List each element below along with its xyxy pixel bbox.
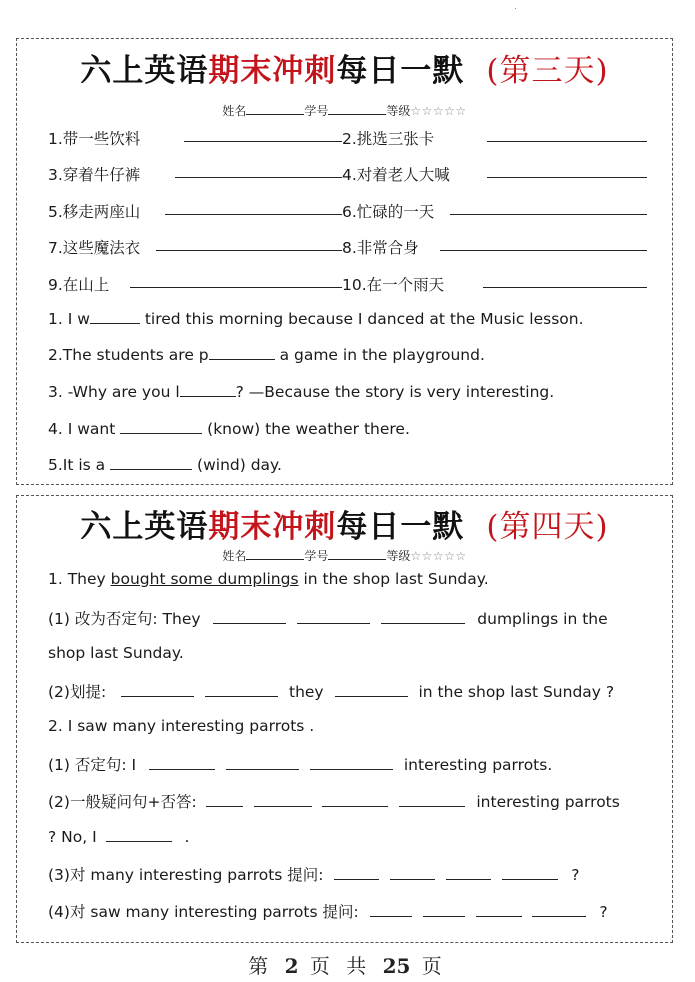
answer-line[interactable]	[156, 236, 342, 255]
grade-stars[interactable]: ☆☆☆☆☆	[410, 549, 467, 563]
title-part-daily: 每日一默	[336, 53, 465, 89]
answer-line[interactable]	[476, 902, 522, 917]
vocab-item: 4.对着老人大喊	[342, 166, 450, 184]
answer-line[interactable]	[205, 682, 278, 697]
student-info-line	[17, 102, 672, 119]
worksheet-title	[17, 501, 672, 546]
vocab-item: 10.在一个雨天	[342, 276, 445, 294]
q1-part-1-cont: shop last Sunday.	[48, 644, 184, 662]
answer-line[interactable]	[184, 127, 342, 146]
answer-line[interactable]	[121, 682, 194, 697]
title-part-sprint: 期末冲刺	[208, 53, 337, 89]
header-dot: .	[514, 2, 517, 12]
q1-part-2: (2)划提: they in the shop last Sunday ?	[48, 683, 615, 701]
answer-line[interactable]	[310, 755, 393, 770]
answer-line[interactable]	[423, 902, 465, 917]
sentence-2: 2.The students are p a game in the playground.	[48, 346, 485, 364]
name-blank[interactable]	[246, 548, 304, 560]
answer-line[interactable]	[110, 455, 192, 470]
answer-line[interactable]	[120, 419, 202, 434]
student-info-line	[17, 547, 672, 564]
answer-line[interactable]	[209, 345, 275, 360]
answer-line[interactable]	[165, 200, 342, 219]
answer-line[interactable]	[399, 792, 465, 807]
sentence-1: 1. I w tired this morning because I danced at the Music lesson.	[48, 310, 584, 328]
answer-line[interactable]	[446, 865, 491, 880]
vocab-item: 7.这些魔法衣	[48, 239, 141, 257]
question-1: 1. They bought some dumplings in the shop last Sunday.	[48, 570, 489, 588]
grade-label: 等级	[386, 549, 411, 563]
title-day-label: (第四天)	[486, 509, 609, 545]
grade-stars[interactable]: ☆☆☆☆☆	[410, 104, 467, 118]
name-label: 姓名	[222, 104, 247, 118]
id-label: 学号	[304, 104, 329, 118]
answer-line[interactable]	[149, 755, 215, 770]
total-pages: 25	[382, 954, 411, 978]
question-2: 2. I saw many interesting parrots .	[48, 717, 315, 735]
page-footer: 第 2 页 共 25 页	[248, 954, 447, 978]
answer-line[interactable]	[335, 682, 408, 697]
id-label: 学号	[304, 549, 329, 563]
grade-label: 等级	[386, 104, 411, 118]
answer-line[interactable]	[450, 200, 647, 219]
id-blank[interactable]	[328, 548, 386, 560]
title-part-grade: 六上英语	[80, 509, 209, 545]
q2-part-4: (4)对 saw many interesting parrots 提问: ?	[48, 903, 608, 921]
sentence-3: 3. -Why are you l ? —Because the story is very interesting.	[48, 383, 555, 401]
q2-part-2-cont: ? No, I .	[48, 828, 190, 846]
answer-line[interactable]	[370, 902, 412, 917]
answer-line[interactable]	[254, 792, 312, 807]
worksheet-day3	[16, 38, 673, 485]
answer-line[interactable]	[175, 163, 342, 182]
answer-line[interactable]	[213, 609, 286, 624]
answer-line[interactable]	[390, 865, 435, 880]
answer-line[interactable]	[334, 865, 379, 880]
name-label: 姓名	[222, 549, 247, 563]
answer-line[interactable]	[180, 382, 236, 397]
answer-line[interactable]	[440, 236, 647, 255]
answer-line[interactable]	[322, 792, 388, 807]
worksheet-title	[17, 45, 672, 90]
answer-line[interactable]	[90, 309, 140, 324]
worksheet-day4	[16, 495, 673, 943]
answer-line[interactable]	[130, 273, 342, 292]
answer-line[interactable]	[487, 127, 647, 146]
q2-part-3: (3)对 many interesting parrots 提问: ?	[48, 866, 580, 884]
q2-part-1: (1) 否定句: I interesting parrots.	[48, 756, 553, 774]
q2-part-2: (2)一般疑问句+否答: interesting parrots	[48, 793, 620, 811]
vocab-item: 5.移走两座山	[48, 203, 141, 221]
answer-line[interactable]	[502, 865, 558, 880]
page-number: 2	[284, 954, 299, 978]
underlined-phrase: bought some dumplings	[110, 570, 299, 588]
title-part-sprint: 期末冲刺	[208, 509, 337, 545]
name-blank[interactable]	[246, 103, 304, 115]
vocab-item: 8.非常合身	[342, 239, 419, 257]
q1-part-1: (1) 改为否定句: They dumplings in the	[48, 610, 608, 628]
vocab-item: 2.挑选三张卡	[342, 130, 435, 148]
vocab-item: 9.在山上	[48, 276, 110, 294]
answer-line[interactable]	[483, 273, 647, 292]
answer-line[interactable]	[297, 609, 370, 624]
answer-line[interactable]	[532, 902, 586, 917]
id-blank[interactable]	[328, 103, 386, 115]
title-day-label: (第三天)	[486, 53, 609, 89]
answer-line[interactable]	[487, 163, 647, 182]
title-part-daily: 每日一默	[336, 509, 465, 545]
vocab-item: 6.忙碌的一天	[342, 203, 435, 221]
answer-line[interactable]	[106, 827, 172, 842]
vocab-item: 3.穿着牛仔裤	[48, 166, 141, 184]
answer-line[interactable]	[381, 609, 465, 624]
title-part-grade: 六上英语	[80, 53, 209, 89]
answer-line[interactable]	[206, 792, 243, 807]
answer-line[interactable]	[226, 755, 299, 770]
sentence-4: 4. I want (know) the weather there.	[48, 420, 410, 438]
sentence-5: 5.It is a (wind) day.	[48, 456, 282, 474]
vocab-item: 1.带一些饮料	[48, 130, 141, 148]
